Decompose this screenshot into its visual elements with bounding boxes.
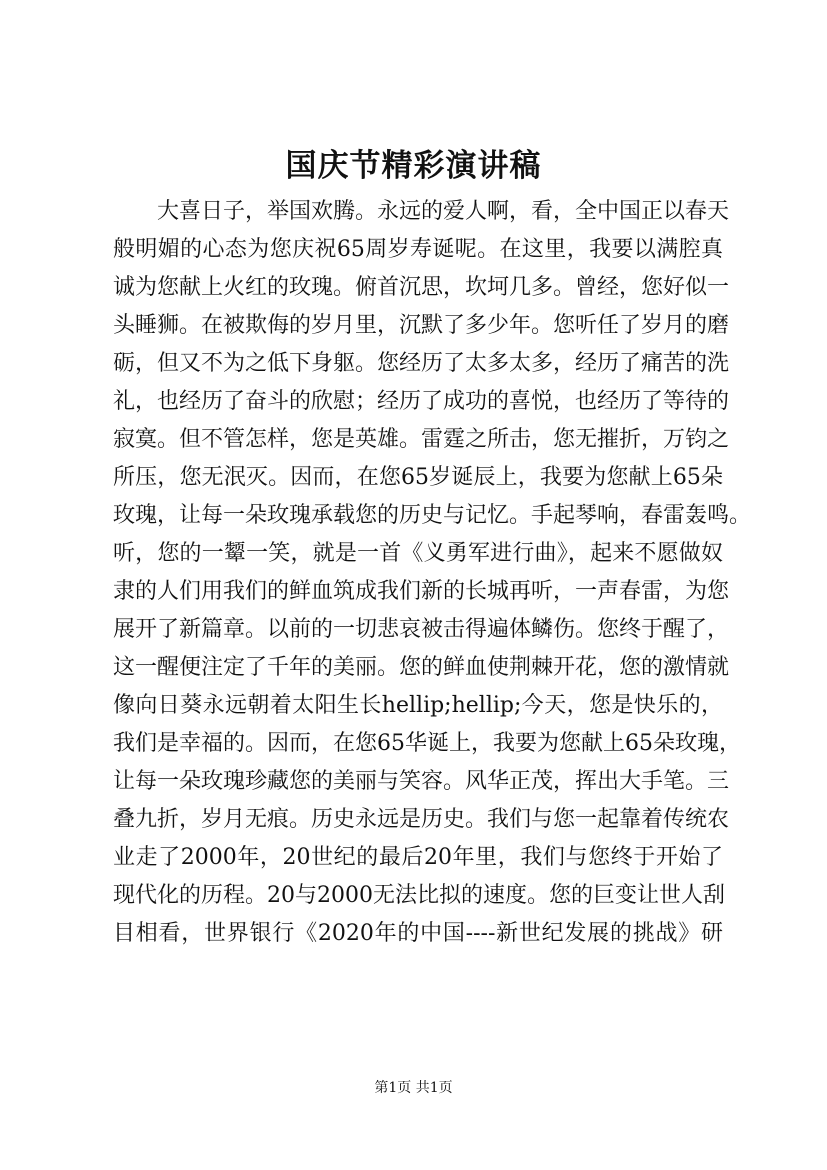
- text-line: 目相看，世界银行《2020年的中国----新世纪发展的挑战》研: [113, 921, 723, 946]
- body-paragraph: [113, 193, 752, 953]
- text-line: 这一醒便注定了千年的美丽。您的鲜血使荆棘开花，您的激情就: [113, 655, 730, 680]
- text-line: 叠九折，岁月无痕。历史永远是历史。我们与您一起靠着传统农: [113, 807, 730, 832]
- text-line: 大喜日子，举国欢腾。永远的爱人啊，看，全中国正以春天: [157, 199, 730, 224]
- page-footer: 第1页 共1页: [374, 1080, 453, 1096]
- text-line: 现代化的历程。20与2000无法比拟的速度。您的巨变让世人刮: [113, 883, 725, 908]
- text-line: 展开了新篇章。以前的一切悲哀被击得遍体鳞伤。您终于醒了，: [113, 617, 730, 642]
- text-line: 礼，也经历了奋斗的欣慰；经历了成功的喜悦，也经历了等待的: [113, 389, 730, 414]
- text-line: 砺，但又不为之低下身躯。您经历了太多太多，经历了痛苦的洗: [113, 351, 730, 376]
- text-line: 像向日葵永远朝着太阳生长hellip;hellip;今天，您是快乐的，: [113, 693, 723, 718]
- text-line: 业走了2000年，20世纪的最后20年里，我们与您终于开始了: [113, 845, 723, 870]
- text-line: 所压，您无泯灭。因而，在您65岁诞辰上，我要为您献上65朵: [113, 465, 723, 490]
- text-line: 玫瑰，让每一朵玫瑰承载您的历史与记忆。手起琴响，春雷轰鸣。: [113, 503, 752, 528]
- text-line: 寂寞。但不管怎样，您是英雄。雷霆之所击，您无摧折，万钧之: [113, 427, 730, 452]
- page-title: 国庆节精彩演讲稿: [285, 148, 542, 184]
- text-line: 般明媚的心态为您庆祝65周岁寿诞呢。在这里，我要以满腔真: [113, 237, 723, 262]
- text-line: 头睡狮。在被欺侮的岁月里，沉默了多少年。您听任了岁月的磨: [113, 313, 730, 338]
- text-line: 隶的人们用我们的鲜血筑成我们新的长城再听，一声春雷，为您: [113, 579, 730, 604]
- text-line: 让每一朵玫瑰珍藏您的美丽与笑容。风华正茂，挥出大手笔。三: [113, 769, 730, 794]
- text-line: 我们是幸福的。因而，在您65华诞上，我要为您献上65朵玫瑰，: [113, 731, 741, 756]
- text-line: 听，您的一颦一笑，就是一首《义勇军进行曲》，起来不愿做奴: [113, 541, 723, 566]
- text-line: 诚为您献上火红的玫瑰。俯首沉思，坎坷几多。曾经，您好似一: [113, 275, 730, 300]
